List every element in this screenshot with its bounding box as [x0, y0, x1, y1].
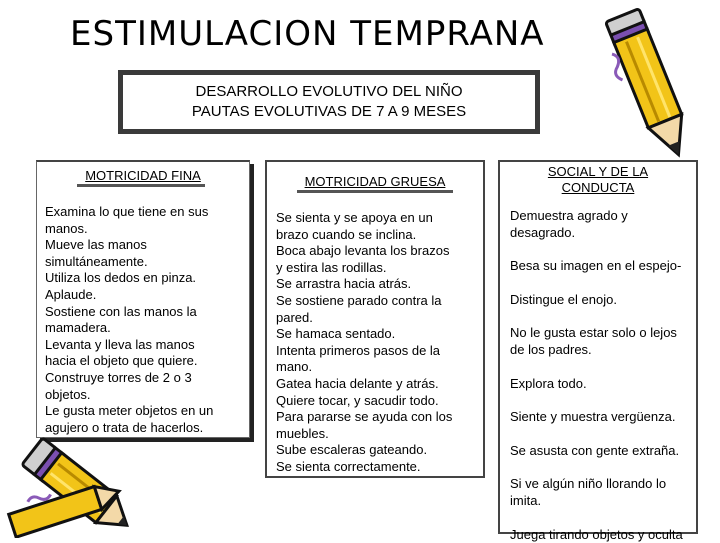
list-item: Mueve las manos	[45, 237, 147, 253]
column-header-social-line-2: CONDUCTA	[561, 180, 635, 195]
list-item: Intenta primeros pasos de la	[276, 342, 441, 358]
list-item: Construye torres de 2 o 3	[45, 369, 192, 385]
list-item: hacia el objeto que quiere.	[45, 353, 198, 369]
column-body-gruesa	[276, 210, 475, 476]
list-item: Se asusta con gente extraña.	[510, 442, 680, 458]
list-item: Besa su imagen en el espejo-	[510, 258, 682, 274]
list-item: muebles.	[276, 425, 329, 441]
list-item: brazo cuando se inclina.	[276, 226, 417, 242]
list-item: Juega tirando objetos y oculta	[510, 526, 683, 542]
header-underline-shadow	[77, 184, 205, 187]
column-header-social	[500, 164, 696, 196]
column-social-conducta	[498, 160, 698, 542]
list-item: Quiere tocar, y sacudir todo.	[276, 392, 439, 408]
column-motricidad-fina	[36, 160, 250, 438]
column-header-gruesa-text: MOTRICIDAD GRUESA	[304, 174, 446, 189]
list-item: Boca abajo levanta los brazos	[276, 243, 450, 259]
list-item: mano.	[276, 359, 313, 375]
list-item: Para pararse se ayuda con los	[276, 409, 453, 425]
list-item: Se arrastra hacia atrás.	[276, 276, 412, 292]
list-item: simultáneamente.	[45, 253, 148, 269]
list-item: objetos.	[45, 386, 91, 402]
list-item: Demuestra agrado y desagrado.	[510, 208, 628, 240]
list-item: Si ve algún niño llorando lo imita.	[510, 476, 667, 508]
list-item: Se sostiene parado contra la	[276, 292, 442, 308]
list-item: mamadera.	[45, 320, 111, 336]
list-item: Aplaude.	[45, 286, 97, 302]
header-underline-shadow	[297, 190, 453, 193]
column-header-fina	[37, 168, 249, 184]
list-item: Examina lo que tiene en sus	[45, 204, 209, 219]
list-item: Levanta y lleva las manos	[45, 336, 195, 352]
subtitle-line-2: PAUTAS EVOLUTIVAS DE 7 A 9 MESES	[191, 103, 467, 120]
pencil-icon	[598, 2, 702, 166]
subtitle-line-1: DESARROLLO EVOLUTIVO DEL NIÑO	[195, 83, 463, 100]
list-item: manos.	[45, 220, 88, 236]
list-item: Utiliza los dedos en pinza.	[45, 270, 197, 286]
list-item: Se sienta correctamente.	[276, 458, 421, 474]
list-item: Gatea hacia delante y atrás.	[276, 375, 439, 391]
column-body-social	[510, 208, 692, 543]
list-item: No le gusta estar solo o lejos de los padres.	[510, 325, 677, 357]
list-item: pared.	[276, 309, 313, 325]
page-title: ESTIMULACION TEMPRANA	[70, 14, 545, 54]
list-item: Le gusta meter objetos en un	[45, 403, 214, 419]
list-item: Sube escaleras gateando.	[276, 442, 428, 458]
pencil-icon	[0, 434, 150, 538]
subtitle-box	[118, 70, 540, 134]
column-motricidad-gruesa	[265, 160, 485, 478]
list-item: Siente y muestra vergüenza.	[510, 409, 676, 425]
column-header-fina-text: MOTRICIDAD FINA	[85, 168, 201, 183]
list-item: Se hamaca sentado.	[276, 326, 396, 342]
column-header-gruesa	[267, 174, 483, 190]
column-header-social-line-1: SOCIAL Y DE LA	[547, 164, 649, 179]
list-item: y estira las rodillas.	[276, 259, 387, 275]
list-item: Sostiene con las manos la	[45, 303, 197, 319]
column-body-fina	[45, 204, 241, 436]
list-item: Se sienta y se apoya en un	[276, 210, 433, 225]
list-item: Explora todo.	[510, 375, 587, 391]
list-item: agujero o trata de hacerlos.	[45, 419, 204, 435]
list-item: Distingue el enojo.	[510, 291, 617, 307]
